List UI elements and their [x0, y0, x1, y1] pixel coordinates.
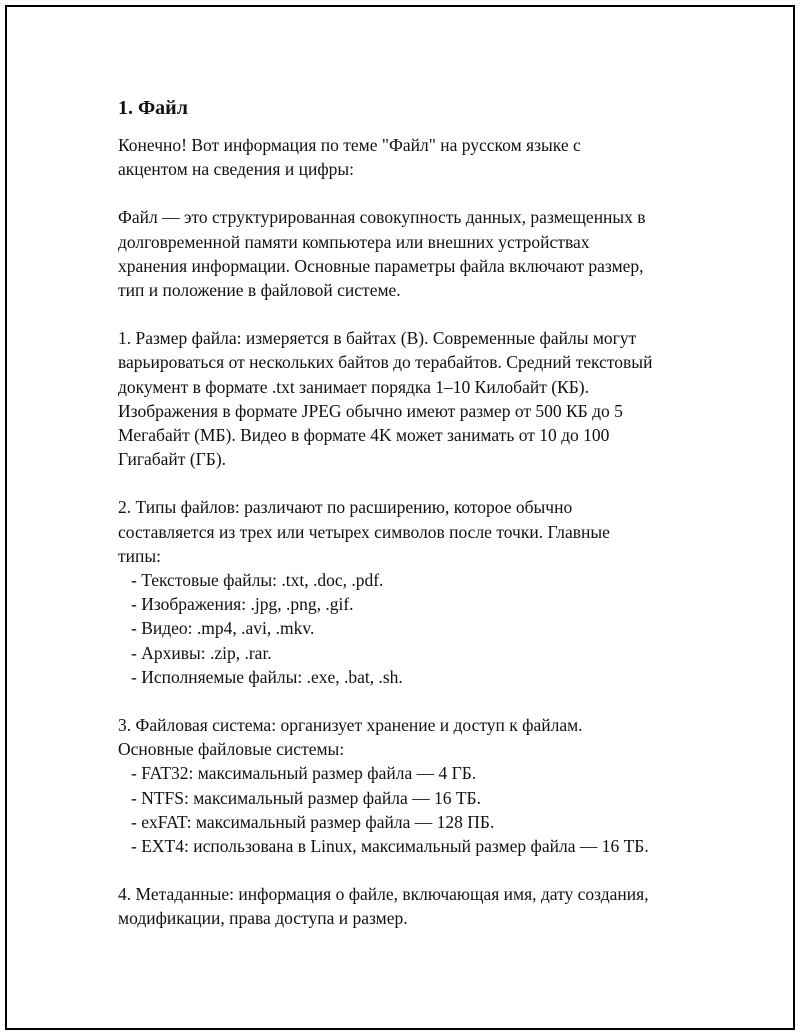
- list-item: - exFAT: максимальный размер файла — 128 ПБ.: [131, 811, 495, 832]
- document-content: [118, 95, 718, 955]
- text-line: 4. Метаданные: информация о файле, включающая имя, дату создания,: [118, 884, 649, 905]
- text-line: Гигабайт (ГБ).: [118, 449, 227, 470]
- list-item: - Текстовые файлы: .txt, .doc, .pdf.: [131, 570, 384, 591]
- text-line: 1. Размер файла: измеряется в байтах (B). Современные файлы могут: [118, 328, 637, 349]
- definition-paragraph: [118, 205, 718, 302]
- file-size-section: [118, 326, 718, 471]
- text-line: 3. Файловая система: организует хранение и доступ к файлам.: [118, 715, 583, 736]
- text-line: Файл — это структурированная совокупность данных, размещенных в: [118, 207, 646, 228]
- list-item: - Исполняемые файлы: .exe, .bat, .sh.: [131, 666, 403, 687]
- metadata-section: [118, 882, 718, 930]
- text-line: 2. Типы файлов: различают по расширению, которое обычно: [118, 497, 573, 518]
- list-item: - FAT32: максимальный размер файла — 4 ГБ.: [131, 763, 477, 784]
- intro-paragraph: [118, 133, 718, 181]
- text-line: тип и положение в файловой системе.: [118, 280, 401, 301]
- text-line: Мегабайт (МБ). Видео в формате 4K может занимать от 10 до 100: [118, 425, 610, 446]
- text-line: типы:: [118, 545, 161, 566]
- text-line: акцентом на сведения и цифры:: [118, 159, 355, 180]
- list-item: - Изображения: .jpg, .png, .gif.: [131, 594, 354, 615]
- list-item: - EXT4: использована в Linux, максимальный размер файла — 16 ТБ.: [131, 836, 649, 857]
- list-item: - Архивы: .zip, .rar.: [131, 642, 272, 663]
- document-page: [5, 5, 795, 1030]
- text-line: Изображения в формате JPEG обычно имеют размер от 500 КБ до 5: [118, 400, 623, 421]
- text-line: документ в формате .txt занимает порядка 1–10 Килобайт (КБ).: [118, 376, 589, 397]
- text-line: варьироваться от нескольких байтов до терабайтов. Средний текстовый: [118, 352, 653, 373]
- file-types-section: [118, 495, 718, 689]
- text-line: Основные файловые системы:: [118, 739, 345, 760]
- text-line: хранения информации. Основные параметры файла включают размер,: [118, 255, 644, 276]
- text-line: модификации, права доступа и размер.: [118, 908, 408, 929]
- text-line: долговременной памяти компьютера или внешних устройствах: [118, 231, 590, 252]
- list-item: - Видео: .mp4, .avi, .mkv.: [131, 618, 315, 639]
- text-line: составляется из трех или четырех символов после точки. Главные: [118, 521, 610, 542]
- file-system-section: [118, 713, 718, 858]
- text-line: Конечно! Вот информация по теме "Файл" на русском языке с: [118, 135, 581, 155]
- list-item: - NTFS: максимальный размер файла — 16 ТБ.: [131, 787, 481, 808]
- document-title: 1. Файл: [118, 97, 188, 119]
